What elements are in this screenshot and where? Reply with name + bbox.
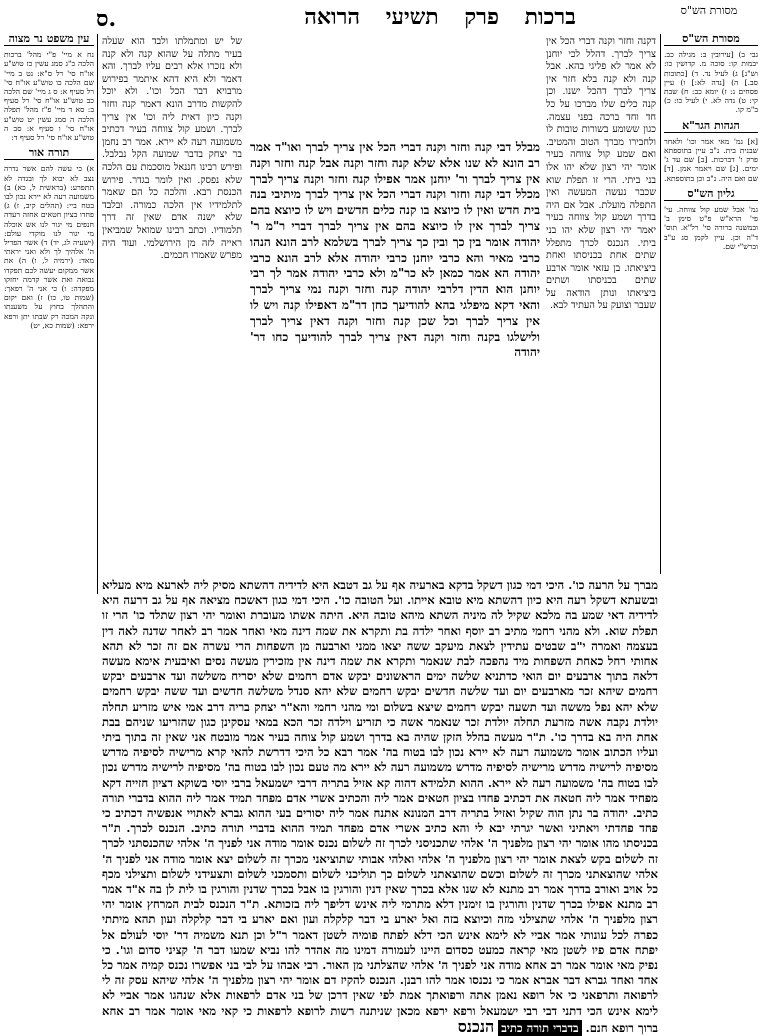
page-header bbox=[0, 0, 762, 34]
masoret-text: גבי ב) [עירובין ב: מגילה כב. יבמות קו: סוכה מ. קדושין כו: וש"נ] ג) לעיל נד. ד) [כתובות סב.] ה) [נדה לא:] ו) עיין פסחים נ: ז) יומא כב: ח) שבת קי: ט) נדה לא. י) לעיל כו: כ) ב"מ קו. bbox=[664, 50, 758, 115]
running-title bbox=[300, 4, 580, 30]
torah-or-title: תורה אור bbox=[4, 148, 94, 160]
tractate-name: ברכות bbox=[524, 4, 576, 30]
gemara-full-text: מברך על הרעה כו'. היכי דמי כגון דשקל בדקא בארעיה אף על גב דטבא היא לדידיה דהשתא מסיק ליה לארעא מיא מעליא ובשעתא דשקל רעה היא כיון דהשתא מיא טובא אייתו. ועל הטובה כו'. היכי דמי כגון דאשכח מציאה אף על גב דרעה היא לדידיה דאי שמע בה מלכא שקיל לה מיניה השתא מיהא טובה היא. היתה אשתו מעוברת ואומר יהי רצון שתלד כו' הרי זו תפלת שוא. ולא מהני רחמי מתיב רב יוסף ואחר ילדה בת ותקרא את שמה דינה מאי ואחר אמר רב לאחר שדנה לאה דין בעצמה ואמרה י"ב שבטים עתידין לצאת מיעקב ששה יצאו ממני וארבעה מן השפחות הרי עשרה אם זה זכר לא תהא אחותי רחל כאחת השפחות מיד נהפכה לבת שנאמר ותקרא את שמה דינה אין מזכירין מעשה נסים ואיבעית אימא מעשה דלאה בתוך ארבעים יום הואי כדתניא שלשה ימים הראשונים יבקש אדם רחמים שלא יסריח משלשה ועד ארבעים יבקש רחמים שיהא זכר מארבעים יום ועד שלשה חדשים יבקש רחמים שלא יהא סנדל משלשה חדשים ועד ששה יבקש רחמים שלא יהא נפל מששה ועד תשעה יבקש רחמים שיצא בשלום ומי מהני רחמי והא"ר יצחק בריה דרב אמי איש מזריע תחלה יולדת נקבה אשה מזרעת תחלה יולדת זכר שנאמר אשה כי תזריע וילדה זכר הכא במאי עסקינן כגון שהזריעו שניהם בבת אחת היה בא בדרך כו'. ת"ר מעשה בהלל הזקן שהיה בא בדרך ושמע קול צוחה בעיר אמר מובטח אני שאין זה בתוך ביתי ועליו הכתוב אומר משמועה רעה לא יירא נכון לבו בטוח בה' אמר רבא כל היכי דדרשת להאי קרא מרישיה לסיפיה מדרש מסיפיה לרישיה מדרש מרישיה לסיפיה מדרש משמועה רעה לא יירא מה טעם נכון לבו בטוח בה' מסיפיה לרישיה מדרש נכון לבו בטוח בה' משמועה רעה לא יירא. ההוא תלמידא דהוה קא אזיל בתריה דרבי ישמעאל ברבי יוסי בשוקא דציון חזייה דקא מפחיד אמר ליה חטאה את דכתיב פחדו בציון חטאים אמר ליה והכתיב אשרי אדם מפחד תמיד אמר ליה ההוא בדברי תורה כתיב. יהודה בר נתן הוה שקיל ואזיל בתריה דרב המנונא אתנח אמר ליה יסורים בעי ההוא גברא לאתויי אנפשיה דכתיב כי פחד פחדתי ויאתיני ואשר יגרתי יבא לי והא כתיב אשרי אדם מפחד תמיד ההוא בדברי תורה כתיב. הנכנס לכרך. ת"ר בכניסתו מהו אומר יהי רצון מלפניך ה' אלהי שתכניסני לכרך זה לשלום נכנס אומר מודה אני לפניך ה' אלהי שהכנסתני לכרך זה לשלום בקש לצאת אומר יהי רצון מלפניך ה' אלהי ואלהי אבותי שתוציאני מכרך זה לשלום יצא אומר מודה אני לפניך ה' אלהי שהוצאתני מכרך זה לשלום וכשם שהוצאתני לשלום כך תוליכני לשלום ותסמכני לשלום ותצעידני לשלום ותצילני מכף כל אויב ואורב בדרך אמר רב מתנא לא שנו אלא בכרך שאין דנין והורגין בו אבל בכרך שדנין והורגין בו לית לן בה א"ד אמר רב מתנא אפילו בכרך שדנין והורגין בו זימנין דלא מתרמי ליה אינש דליפך ליה בזכותא. ת"ר הנכנס לבית המרחץ אומר יהי רצון מלפניך ה' אלהי שתצילני מזה וכיוצא בזה ואל יארע בי דבר קלקלה ועון ואם יארע בי דבר קלקלה ועון תהא מיתתי כפרה לכל עונותי אמר אביי לא לימא אינש הכי דלא לפתח פומיה לשטן דאמר ר"ל וכן תנא משמיה דר' יוסי לעולם אל יפתח אדם פיו לשטן מאי קראה כמעט כסדום היינו לעמורה דמינו מה אהדר להו נביא שמעו דבר ה' קציני סדום וגו'. כי נפיק מאי אומר אמר רב אחא מודה אני לפניך ה' אלהי שהצלתני מן האור. רבי אבהו על לבי בני אפשרו נכנס קמיה אמר כל אחד ואחד גברא דבר אברא אמר כי נכנסו אמר להו רבנן. הנכנס להקיז דם אומר יהי רצון מלפניך ה' אלהי שיהא עסק זה לי לרפואה ותרפאני כי אל רופא נאמן אתה ורפואתך אמת לפי שאין דרכן של בני אדם לרפאות אלא שנהגו אמר אביי לא לימא אינש הכי דתני דבי רבי ישמעאל ורפא ירפא מכאן שניתנה רשות לרופא לרפאות כי קאי מאי אומר אמר רב אחא ברוך רופא חנם. bbox=[102, 578, 658, 1035]
right-margin-column bbox=[664, 34, 758, 574]
chapter-name: פרק תשיעי bbox=[385, 4, 499, 30]
page-letter: ס. bbox=[96, 6, 117, 32]
rashi-commentary: דקנה וחזר וקנה דברי הכל אין צריך לברך. דהלל לכי יוחנן לא אמר לא פליגי בהא. אבל קנה ולא קנה בלא חזר אין צריך לברך דהכל ישנו. וכן קנה כלים שלו מברכו על כל חד וחד ברכה בפני עצמה. כגון ששומע בשורות טובות לו ולחבירו מברך הטוב והמטיב. ואם שמע קול צווחה בעיר אומר יהי רצון שלא יהו אלו בני ביתי. הרי זו תפלת שוא שכבר נעשה המעשה ואין התפלה מועלת. אבל אם היה בדרך ושמע קול צווחה בעיר יאמר יהי רצון שלא יהו בני ביתי. הנכנס לכרך מתפלל שתים אחת בכניסתו ואחת ביציאתו. בן עזאי אומר ארבע שתים בכניסתו ושתים ביציאתו ונותן הודאה על שעבר וצועק על העתיד לבא. bbox=[546, 36, 656, 312]
torah-or-text: א) כי עשה להם אשר נדרה נצב לא יבוא לך ובגדה לא תתפרע: (בראשית ל, כא) ב) משמועה רעה לא יירא נכון לבו בטח ביי: (תהלים קיב, ז) ג) פחדו בציון חטאים אחזה רעדה חנפים מי יגור לנו אש אוכלה מי יגור לנו מוקדי עולם: (ישעיה לג, יד) ד) אשר הפדיל ה' אלהיך לך ולא ואני יראתי מאד: (ירמיה ל, ו) ה) את אשר ממקום יעשה לכם תפקדו נבואה ואת אשר קדמה יחזקו מפקדה: ו) כי אני ה' רפאך: (שמות טו, כו) ז) ואם יקום והתהלך בחוץ על משענתו ונקה המכה רק שבתו יתן ורפא ירפא: (שמות כא, יט) bbox=[4, 164, 94, 330]
gilyon-text: גמ' אבל שמע קול צווחה. עי' פי' הרא"ש פ"ט סימן ב' ובמשנה ברורה סי' רל"א. תוס' ד"ה וכן. עיין לקמן סג ע"ב וברש"י שם. bbox=[664, 205, 758, 251]
hagahot-text: [א] גמ' מאי אמר וכו' ולאחר שבנית בית. נ"ב עיין בתוספתא פרק ו' דברכות. [ב] שם עד ג' ימים. [ג] שם ויאמר אמן. [ד] שם ואם היה. נ"ב וכן בתוספתא. bbox=[664, 136, 758, 183]
tosafot-commentary: של יש ומתמלתו ולבד הוא שעלה בעיר מתלה על שהוא קנה ולא קנה ולא נזכרו אלא רבים עליו לברך. והא דאמר ולא היא דהא איתמר בפירוש מרבויא דבר הכל וכו'. ולא יוכל להקשות מדרב הונא דאמר קנה וחזר וקנה כיון דאית ליה וכו' אין צריך לברך. ושמע קול צווחה בעיר דכתיב משמועה רעה לא יירא. אמר רב נחמן בר יצחק בדבר שמועה הקל נבלבל. ופירש רבינו חננאל מוסכמת עם הלכה שלא נפסק. ואין לומר בגדר. פירוש הכנסת רבא. והלכה כל הם שאמר לתלמידיו אין הלכה כמורה. ובלבד שלא ישנה אדם שאין זה דרך תלמודיו. וכתב רבינו שמואל שמביאין ראייה לזה מן הירושלמי. ועוד היה מפרש שאמרו חכמים. bbox=[102, 36, 242, 262]
ein-mishpat-title: עין משפט נר מצוה bbox=[4, 34, 94, 46]
ein-mishpat-text: נח א מיי' פ"י מהל' ברכות הלכה כ"ג סמג עשין כז טוש"ע או"ח סי' רל ס"א: נט ב מיי' שם הלכה כו טוש"ע או"ח סי' רל סעיף א: ס ג מיי' שם הלכה כב טוש"ע או"ח סי' רל סעיף ב: סא ד מיי' פ"ז מהל' תפלה הלכה ה סמג עשין יט טוש"ע או"ח סי' ו סעיף א: סב ה טוש"ע או"ח סי' רל סעיף ד: bbox=[4, 50, 94, 143]
boxed-phrase: בדברי תורה כתיב bbox=[498, 1020, 581, 1036]
masoret-title: מסורת הש"ס bbox=[664, 34, 758, 46]
catchword-last-line: הנכנס bbox=[457, 1016, 495, 1036]
right-corner-label: מסורת הש"ס bbox=[680, 4, 738, 17]
hagahot-title: הגהות הגר"א bbox=[664, 121, 758, 133]
left-margin-rule bbox=[97, 34, 98, 594]
right-margin-rule bbox=[660, 34, 661, 574]
left-margin-column bbox=[4, 34, 94, 594]
chapter-title: הרואה bbox=[304, 4, 361, 30]
gemara-full-width bbox=[102, 578, 658, 1036]
gemara-main-column: מבלל דבי קנה וחזר וקנה דברי הכל אין צריך לברך ואו"ד אמר רב הונא לא שנו אלא שלא קנה וחזר וקנה אבל קנה וחזר וקנה אין צריך לברך ור' יוחנן אמר אפילו קנה וחזר וקנה צריך לברך מכלל דבי קנה וחזר וקנה דברי הכל אין צריך לברך מיתיבי בנה בית חדש ואין לו כיוצא בו קנה כלים חדשים ויש לו כיוצא בהם צריך לברך אין לו כיוצא בהם אין צריך לברך דברי ר"מ ר' יהודה אומר בין כך ובין כך צריך לברך בשלמא לרב הונא הנהו כרבי מאיר והא כרבי יוחנן כרבי יהודה אלא לרב הונא כרבי יהודה הא אמר כמאן לא כר"מ ולא כרבי יהודה אמר לך רבי יוחנן הוא הדין דלרבי יהודה קנה וחזר וקנה נמי צריך לברך והאי דקא מיפלגי בהא להודיעך כחן דר"מ דאפילו קנה ויש לו אין צריך לברך וכל שכן קנה וחזר וקנה דאין צריך לברך ולישלגו בקנה וחזר וקנה דאין צריך לברך להודיעך כחו דר' יהודה bbox=[250, 140, 540, 360]
gilyon-title: גליון הש"ס bbox=[664, 189, 758, 201]
